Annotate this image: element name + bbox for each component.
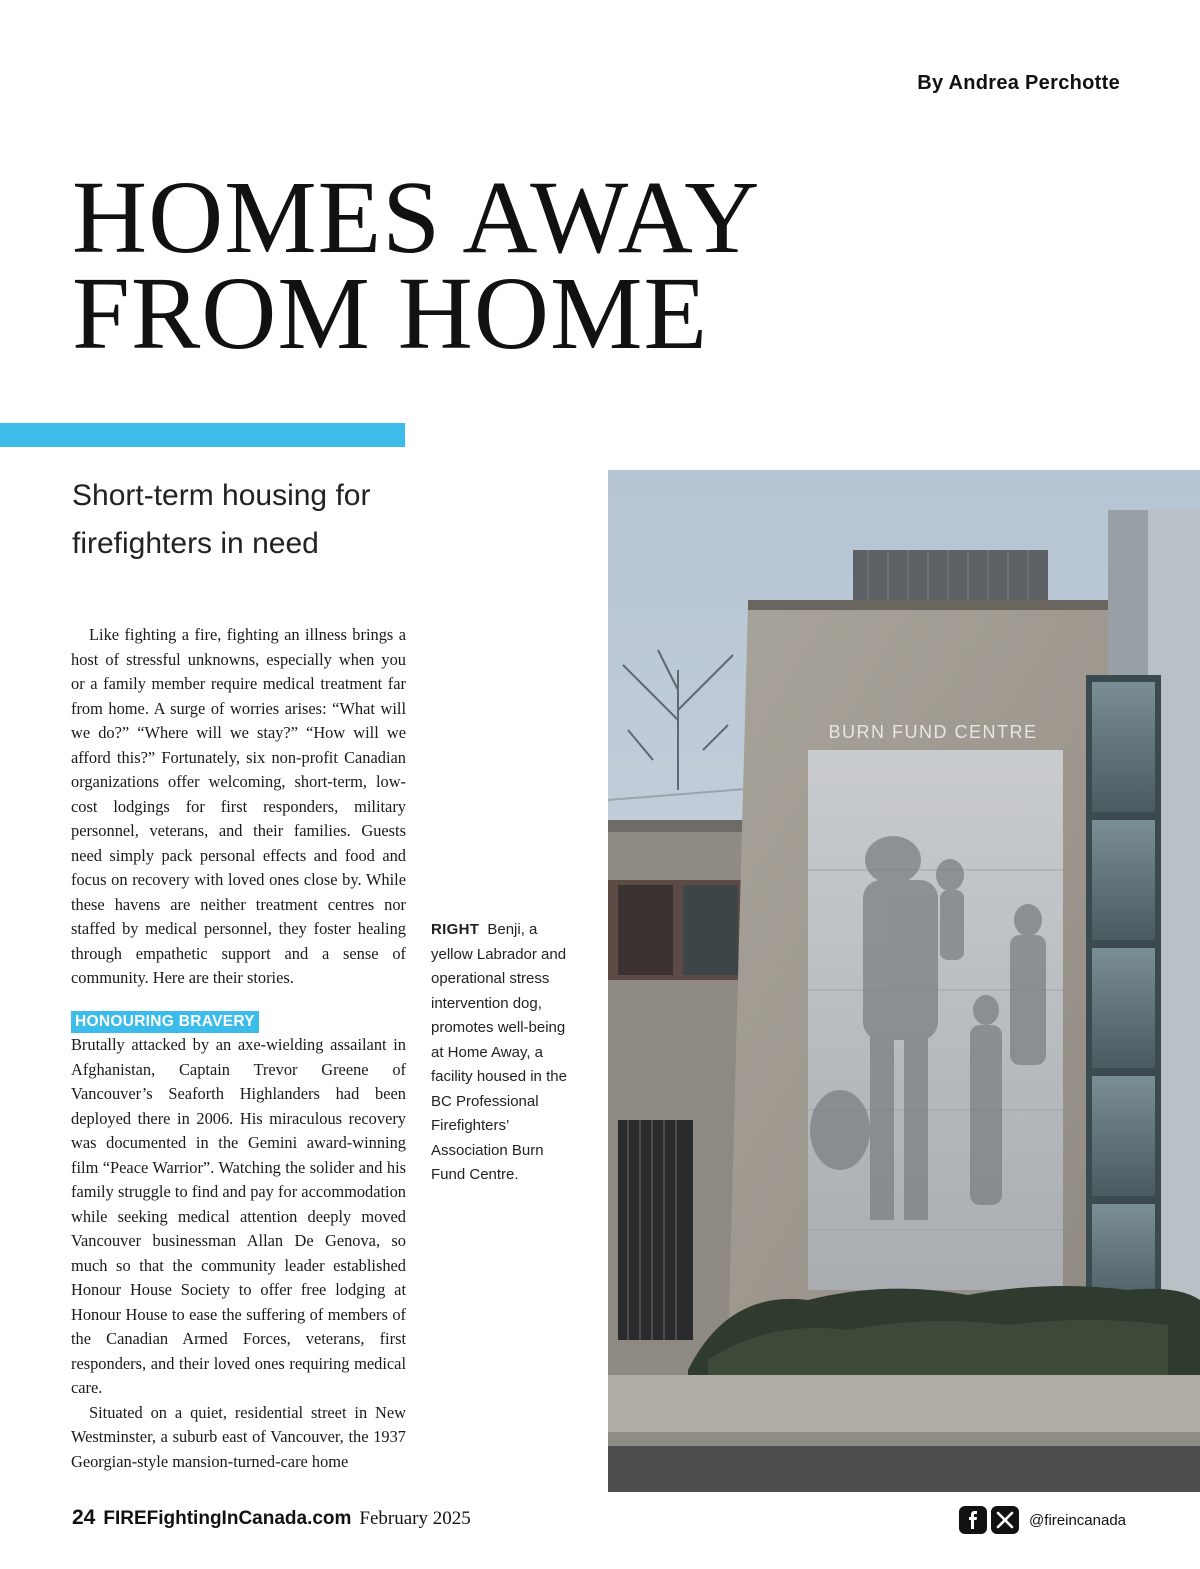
- facebook-icon[interactable]: [959, 1506, 987, 1534]
- social-handle[interactable]: @fireincanada: [1029, 1511, 1126, 1529]
- caption-text: Benji, a yellow Labrador and operational stress intervention dog, promotes well-being at Home Away, a facility housed in the BC Professional Firefighters’ Association Burn Fund Centre.: [431, 921, 567, 1183]
- site-link[interactable]: FIREFightingInCanada.com: [103, 1508, 352, 1529]
- deck-line-2: firefighters in need: [72, 527, 319, 560]
- x-icon[interactable]: [991, 1506, 1019, 1534]
- section-paragraph-1: Brutally attacked by an axe-wielding assailant in Afghanistan, Captain Trevor Greene of Vancouver’s Seaforth Highlanders had been deployed there in 2006. His miraculous recovery was documented in the Gemini award-winning film “Peace Warrior”. Watching the solider and his family struggle to find and pay for accommodation while seeking medical attention deeply moved Vancouver businessman Allan De Genova, so much so that the community leader established Honour House Society to offer free lodging at Honour House to ease the suffering of members of the Canadian Armed Forces, veterans, first responders, and their loved ones requiring medical care.: [71, 1035, 406, 1397]
- deck: [72, 472, 412, 568]
- deck-line-1: Short-term housing for: [72, 479, 371, 512]
- burn-fund-centre-photo: [608, 470, 1200, 1492]
- headline-line-1: HOMES AWAY: [72, 160, 761, 275]
- headline-line-2: FROM HOME: [72, 256, 708, 371]
- social-links: [959, 1506, 1126, 1534]
- section-heading: HONOURING BRAVERY: [71, 1011, 259, 1033]
- accent-bar: [0, 423, 405, 447]
- page-footer: [72, 1506, 471, 1536]
- issue-date: February 2025: [359, 1508, 471, 1529]
- caption-label: RIGHT: [431, 921, 480, 938]
- section-paragraph-2: Situated on a quiet, residential street in New Westminster, a suburb east of Vancouver, the 1937 Georgian-style mansion-turned-care home: [71, 1402, 406, 1471]
- building-sign: BURN FUND CENTRE: [828, 722, 1038, 742]
- article-body: [71, 623, 406, 1474]
- intro-paragraph: Like fighting a fire, fighting an illness brings a host of stressful unknowns, especially when you or a family member require medical treatment far from home. A surge of worries arises: “What will we do?” “Where will we stay?” “How will we afford this?” Fortunately, six non-profit Canadian organizations offer welcoming, short-term, low-cost lodgings for first responders, military personnel, veterans, and their families. Guests need simply pack personal effects and food and focus on recovery with loved ones close by. While these havens are neither treatment centres nor staffed by medical personnel, they foster healing through empathetic support and a sense of community. Here are their stories.: [71, 625, 406, 987]
- byline: By Andrea Perchotte: [917, 72, 1120, 94]
- page-number: 24: [72, 1506, 96, 1529]
- photo-caption: [431, 918, 581, 1188]
- headline: [72, 160, 972, 371]
